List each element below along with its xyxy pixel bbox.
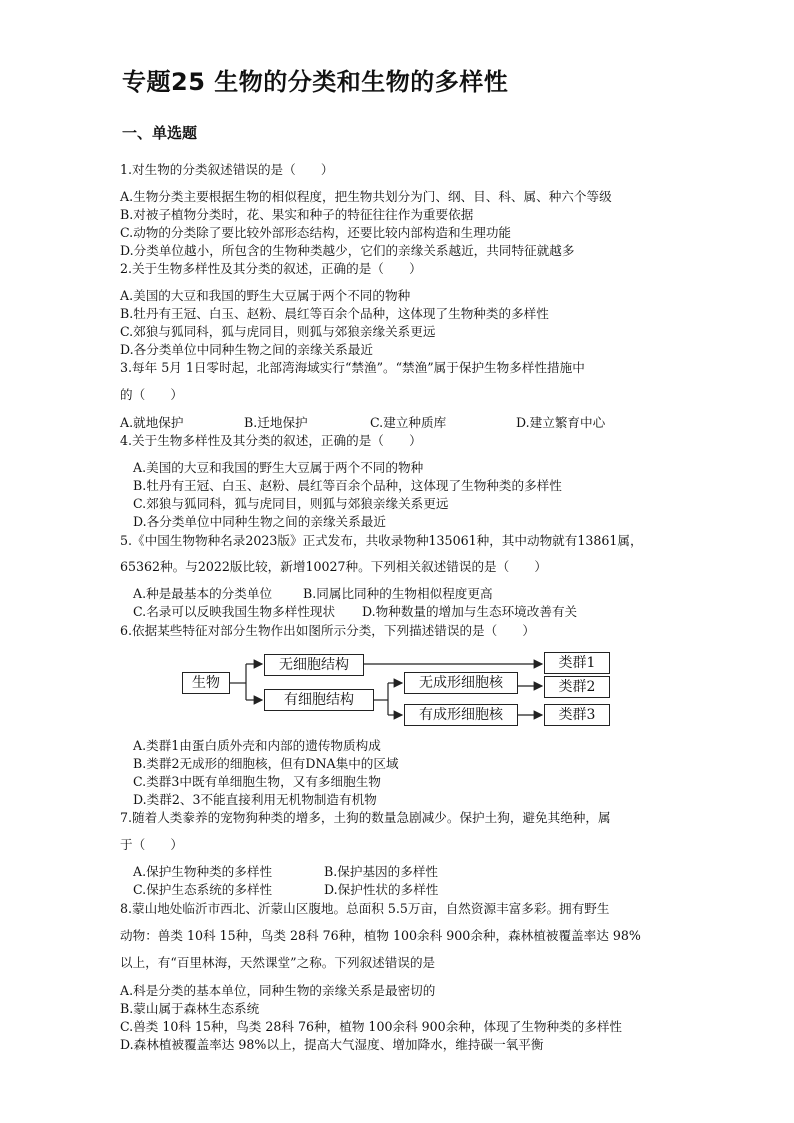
q4-option-d[interactable]: D.各分类单位中同种生物之间的亲缘关系最近 xyxy=(133,514,386,529)
q7-option-d[interactable]: D.保护性状的多样性 xyxy=(324,882,439,897)
q1-option-a[interactable]: A.生物分类主要根据生物的相似程度，把生物共划分为门、纲、目、科、属、种六个等级 xyxy=(120,189,612,204)
q8-stem-line3: 以上，有“百里林海，天然课堂”之称。下列叙述错误的是 xyxy=(120,955,436,970)
q1-option-c[interactable]: C.动物的分类除了要比较外部形态结构，还要比较内部构造和生理功能 xyxy=(120,225,512,240)
q8-option-d[interactable]: D.森林植被覆盖率达 98%以上，提高大气湿度、增加降水，维持碳一氧平衡 xyxy=(120,1037,544,1052)
q6-stem: 6.依据某些特征对部分生物作出如图所示分类，下列描述错误的是（ ） xyxy=(120,623,536,638)
q3-option-d[interactable]: D.建立繁育中心 xyxy=(516,415,606,430)
q1-option-d[interactable]: D.分类单位越小，所包含的生物种类越少，它们的亲缘关系越近，共同特征就越多 xyxy=(120,243,575,258)
q2-stem: 2.关于生物多样性及其分类的叙述，正确的是（ ） xyxy=(120,261,422,276)
diagram-group1-box: 类群1 xyxy=(544,652,610,674)
q3-stem-line2: 的（ ） xyxy=(120,387,183,402)
q6-option-d[interactable]: D.类群2、3不能直接利用无机物制造有机物 xyxy=(133,792,377,807)
q2-option-b[interactable]: B.牡丹有王冠、白玉、赵粉、晨红等百余个品种，这体现了生物种类的多样性 xyxy=(120,306,549,321)
q7-option-c[interactable]: C.保护生态系统的多样性 xyxy=(133,882,273,897)
q3-option-c[interactable]: C.建立种质库 xyxy=(370,415,447,430)
q1-option-b[interactable]: B.对被子植物分类时，花、果实和种子的特征往往作为重要依据 xyxy=(120,207,474,222)
diagram-root-box: 生物 xyxy=(182,672,230,694)
q6-option-c[interactable]: C.类群3中既有单细胞生物，又有多细胞生物 xyxy=(133,774,381,789)
diagram-has-cell-box: 有细胞结构 xyxy=(264,689,374,711)
q6-option-a[interactable]: A.类群1由蛋白质外壳和内部的遗传物质构成 xyxy=(133,738,381,753)
q8-option-b[interactable]: B.蒙山属于森林生态系统 xyxy=(120,1001,260,1016)
q6-option-b[interactable]: B.类群2无成形的细胞核，但有DNA集中的区域 xyxy=(133,756,399,771)
classification-diagram xyxy=(180,646,620,732)
q3-option-b[interactable]: B.迁地保护 xyxy=(244,415,308,430)
q3-option-a[interactable]: A.就地保护 xyxy=(120,415,184,430)
q7-stem-line2: 于（ ） xyxy=(120,837,183,852)
q4-option-b[interactable]: B.牡丹有王冠、白玉、赵粉、晨红等百余个品种，这体现了生物种类的多样性 xyxy=(133,478,562,493)
q2-option-d[interactable]: D.各分类单位中同种生物之间的亲缘关系最近 xyxy=(120,342,373,357)
diagram-no-nucleus-box: 无成形细胞核 xyxy=(404,672,518,694)
q3-stem-line1: 3.每年 5月 1日零时起，北部湾海域实行“禁渔”。“禁渔”属于保护生物多样性措施中 xyxy=(120,360,585,375)
q8-option-a[interactable]: A.科是分类的基本单位，同种生物的亲缘关系是最密切的 xyxy=(120,983,436,998)
q5-stem-line2: 65362种。与2022版比较，新增10027种。下列相关叙述错误的是（ ） xyxy=(120,559,548,574)
q4-option-a[interactable]: A.美国的大豆和我国的野生大豆属于两个不同的物种 xyxy=(133,460,424,475)
q7-option-a[interactable]: A.保护生物种类的多样性 xyxy=(133,864,273,879)
q5-stem-line1: 5.《中国生物物种名录2023版》正式发布，共收录物种135061种，其中动物就有13861属， xyxy=(120,533,643,548)
q8-stem-line2: 动物：兽类 10科 15种，鸟类 28科 76种，植物 100余科 900余种，森林植被覆盖率达 98% xyxy=(120,928,641,943)
diagram-group3-box: 类群3 xyxy=(544,704,610,726)
q8-stem-line1: 8.蒙山地处临沂市西北、沂蒙山区腹地。总面积 5.5万亩，自然资源丰富多彩。拥有野生 xyxy=(120,901,610,916)
q2-option-c[interactable]: C.郊狼与狐同科，狐与虎同目，则狐与郊狼亲缘关系更远 xyxy=(120,324,436,339)
q5-option-b[interactable]: B.同属比同种的生物相似程度更高 xyxy=(303,586,493,601)
q5-option-a[interactable]: A.种是最基本的分类单位 xyxy=(133,586,273,601)
q4-stem: 4.关于生物多样性及其分类的叙述，正确的是（ ） xyxy=(120,433,422,448)
q2-option-a[interactable]: A.美国的大豆和我国的野生大豆属于两个不同的物种 xyxy=(120,288,411,303)
page-title: 专题25 生物的分类和生物的多样性 xyxy=(122,68,509,96)
section-heading: 一、单选题 xyxy=(122,124,198,142)
q5-option-c[interactable]: C.名录可以反映我国生物多样性现状 xyxy=(133,604,336,619)
q8-option-c[interactable]: C.兽类 10科 15种，鸟类 28科 76种，植物 100余科 900余种，体现了生物种类的多样性 xyxy=(120,1019,623,1034)
q4-option-c[interactable]: C.郊狼与狐同科，狐与虎同目，则狐与郊狼亲缘关系更远 xyxy=(133,496,449,511)
diagram-no-cell-box: 无细胞结构 xyxy=(264,654,364,676)
q5-option-d[interactable]: D.物种数量的增加与生态环境改善有关 xyxy=(362,604,578,619)
q7-stem-line1: 7.随着人类豢养的宠物狗种类的增多，土狗的数量急剧减少。保护土狗，避免其绝种，属 xyxy=(120,810,611,825)
diagram-group2-box: 类群2 xyxy=(544,676,610,698)
q7-option-b[interactable]: B.保护基因的多样性 xyxy=(324,864,439,879)
diagram-has-nucleus-box: 有成形细胞核 xyxy=(404,704,518,726)
q1-stem: 1.对生物的分类叙述错误的是（ ） xyxy=(120,162,334,177)
